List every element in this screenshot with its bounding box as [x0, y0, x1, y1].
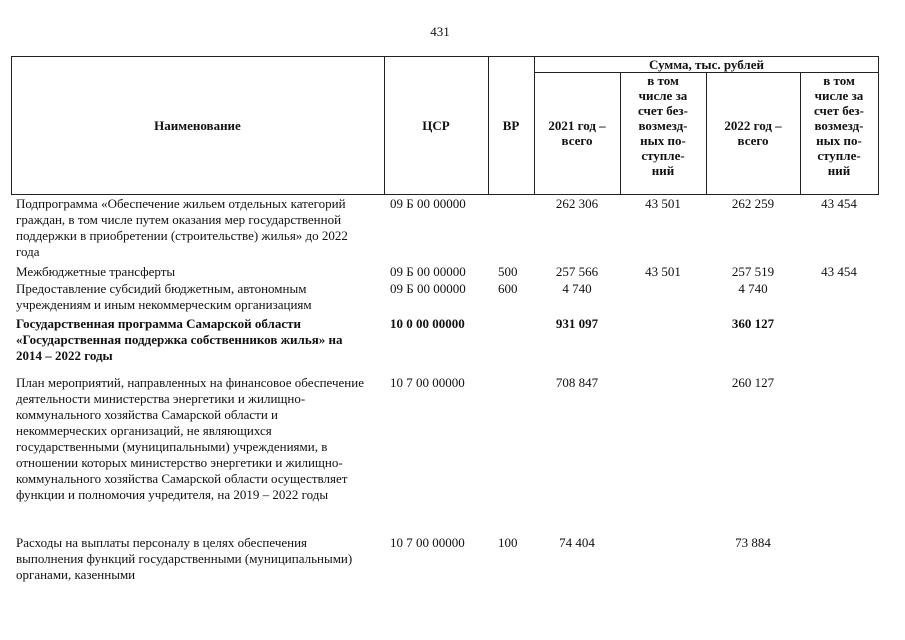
row-name: Расходы на выплаты персоналу в целях обеспечения выполнения функций государственными (муниципальными) органами, казенными — [16, 535, 353, 582]
header-2021-total — [534, 118, 620, 148]
header-2022-free-line: ний — [827, 163, 851, 178]
header-2021-free-line: счет без- — [638, 103, 688, 118]
header-name: Наименование — [154, 118, 241, 133]
row-2021-free: 43 501 — [645, 196, 681, 211]
row-vr: 600 — [498, 281, 518, 296]
row-name: Подпрограмма «Обеспечение жильем отдельных категорий граждан, в том числе путем оказания мер государственной поддержки в приобретении (строительстве) жилья» до 2022 года — [16, 196, 348, 259]
row-2021-free: 43 501 — [645, 264, 681, 279]
row-csr: 10 7 00 00000 — [390, 375, 465, 390]
row-2022-free: 43 454 — [821, 264, 857, 279]
header-2021-free-line: возмезд- — [638, 118, 688, 133]
row-2022-total: 4 740 — [738, 281, 768, 296]
row-name: Межбюджетные трансферты — [16, 264, 176, 279]
row-2022-total: 260 127 — [731, 375, 775, 390]
header-right-border — [878, 56, 879, 195]
row-2021-total: 257 566 — [555, 264, 599, 279]
header-2022-free-line: в том — [823, 73, 855, 88]
row-2022-total: 257 519 — [731, 264, 775, 279]
row-2021-total: 4 740 — [562, 281, 592, 296]
header-2021-free-line: ступле- — [641, 148, 685, 163]
row-2021-total: 931 097 — [555, 316, 599, 331]
header-vr: ВР — [502, 118, 520, 133]
header-bottom-border — [11, 194, 879, 195]
header-2022-free-line: ступле- — [817, 148, 861, 163]
row-vr: 500 — [498, 264, 518, 279]
header-2021-free-line: в том — [647, 73, 679, 88]
header-2021-free — [620, 73, 706, 178]
header-sum-group: Сумма, тыс. рублей — [649, 57, 764, 72]
header-2022-total — [706, 118, 800, 148]
row-name: План мероприятий, направленных на финансовое обеспечение деятельности министерства энергетики и жилищно-коммунального хозяйства Самарской области и некоммерческих организаций, не являющихся государственными (муниципальными) учреждениями, в отношении которых министерство энергетики и жилищно-коммунального хозяйства Самарской области осуществляет функции и полномочия учредителя, на 2019 – 2022 годы — [16, 375, 364, 502]
header-2021-free-line: числе за — [638, 88, 688, 103]
header-2021-total-line: всего — [561, 133, 593, 148]
row-2021-total: 74 404 — [559, 535, 595, 550]
row-2022-free: 43 454 — [821, 196, 857, 211]
row-2022-total: 262 259 — [731, 196, 775, 211]
header-2021-free-line: ний — [651, 163, 675, 178]
header-2021-free-line: ных по- — [640, 133, 686, 148]
row-2022-total: 360 127 — [731, 316, 775, 331]
row-vr: 100 — [498, 535, 518, 550]
row-csr: 09 Б 00 00000 — [390, 196, 466, 211]
header-2022-free-line: счет без- — [814, 103, 864, 118]
header-2022-free-line: числе за — [814, 88, 864, 103]
row-name: Предоставление субсидий бюджетным, автономным учреждениям и иным некоммерческим организациям — [16, 281, 312, 312]
header-2022-free-line: возмезд- — [814, 118, 864, 133]
header-2022-free — [800, 73, 878, 178]
row-csr: 10 7 00 00000 — [390, 535, 465, 550]
header-2021-total-line: 2021 год – — [548, 118, 606, 133]
row-name: Государственная программа Самарской области «Государственная поддержка собственников жилья» на 2014 – 2022 годы — [16, 316, 343, 363]
row-2021-total: 708 847 — [555, 375, 599, 390]
header-csr: ЦСР — [422, 118, 450, 133]
row-csr: 09 Б 00 00000 — [390, 281, 466, 296]
header-2022-free-line: ных по- — [816, 133, 862, 148]
row-csr: 10 0 00 00000 — [390, 316, 465, 331]
page-number: 431 — [430, 24, 450, 39]
header-2022-total-line: всего — [737, 133, 769, 148]
header-2022-total-line: 2022 год – — [724, 118, 782, 133]
row-2022-total: 73 884 — [735, 535, 771, 550]
row-2021-total: 262 306 — [555, 196, 599, 211]
row-csr: 09 Б 00 00000 — [390, 264, 466, 279]
